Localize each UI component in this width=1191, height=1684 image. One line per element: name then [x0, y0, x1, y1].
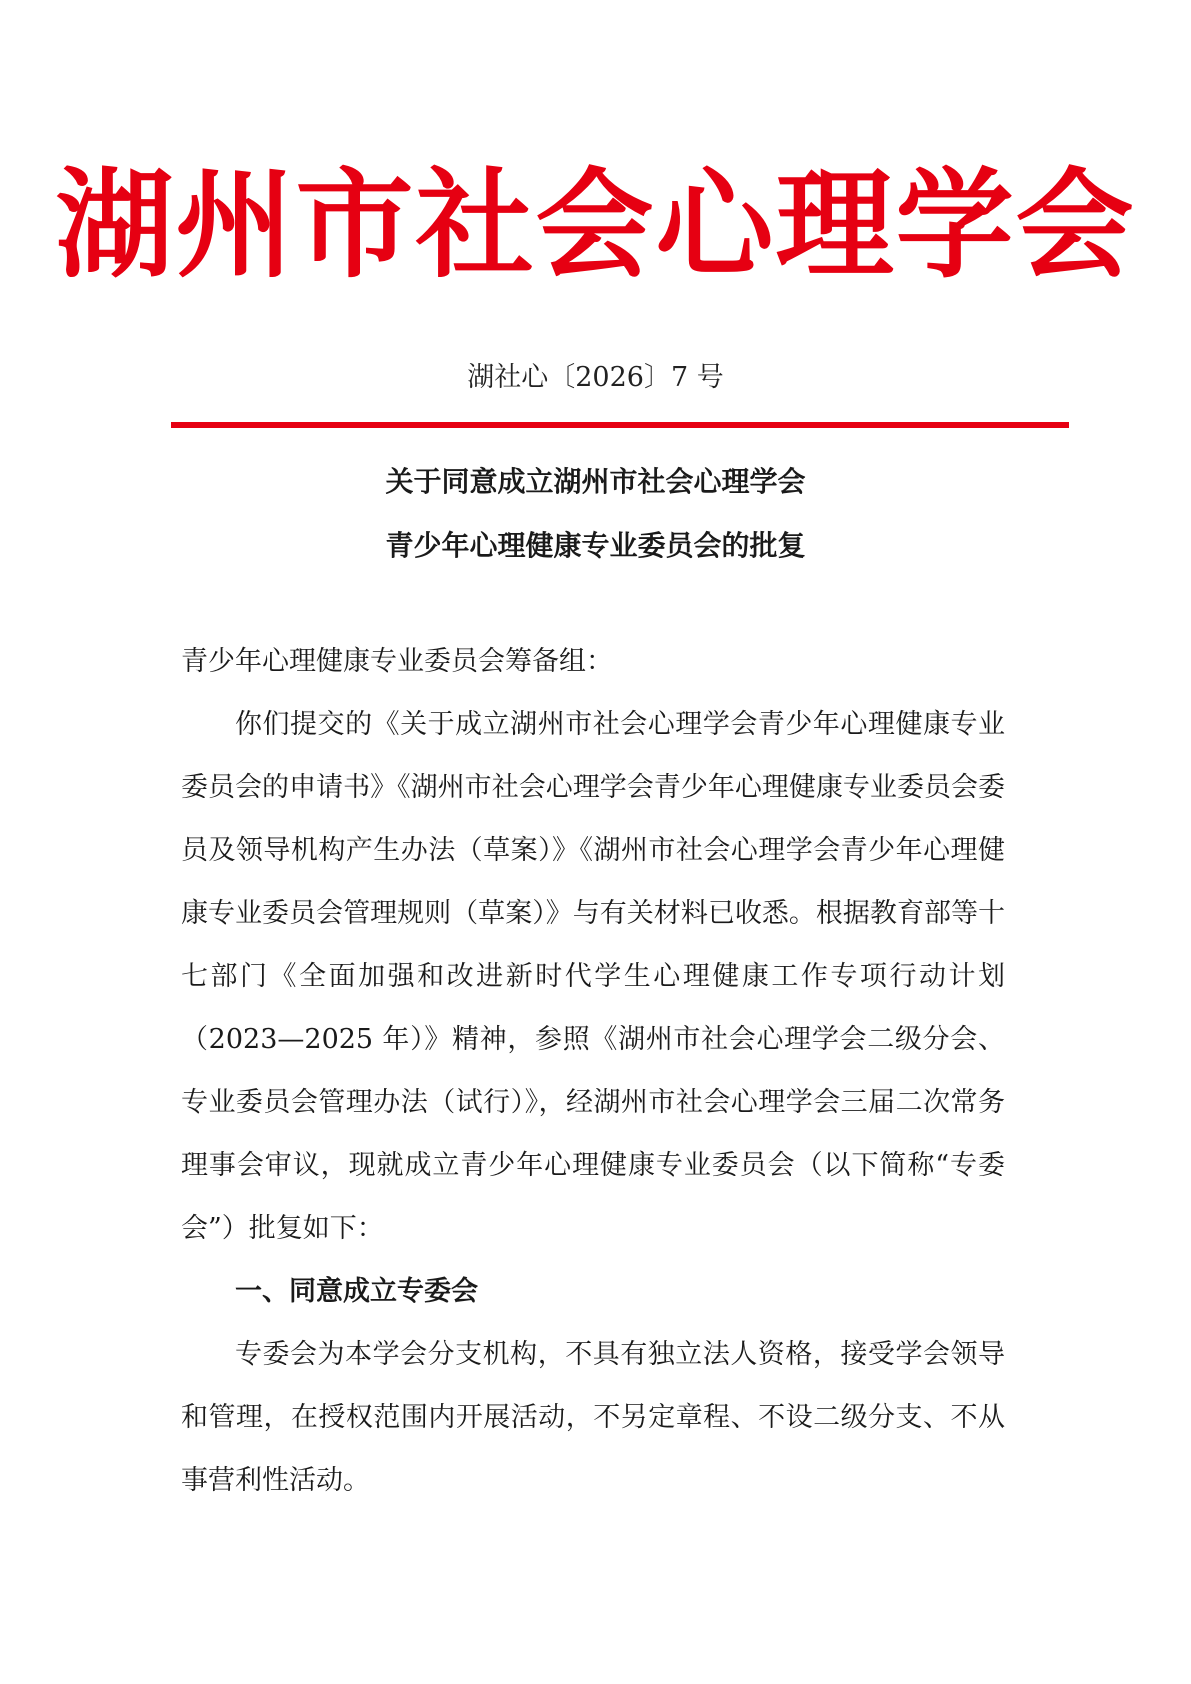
salutation: 青少年心理健康专业委员会筹备组： — [181, 646, 613, 677]
body-paragraph-1: 你们提交的《关于成立湖州市社会心理学会青少年心理健康专业委员会的申请书》《湖州市社会心理学会青少年心理健康专业委员会委员及领导机构产生办法（草案）》《湖州市社会心理学会青少年心理健康专业委员会管理规则（草案）》与有关材料已收悉。根据教育部等十七部门《全面加强和改进新时代学生心理健康工作专项行动计划（2023—2025 年）》精神，参照《湖州市社会心理学会二级分会、专业委员会管理办法（试行）》，经湖州市社会心理学会三届二次常务理事会审议，现就成立青少年心理健康专业委员会（以下简称“专委会”）批复如下： — [181, 709, 1005, 1244]
organization-title: 湖州市社会心理学会 — [55, 155, 1136, 294]
document-body — [181, 630, 1005, 1512]
red-divider-line — [171, 422, 1069, 428]
section-1-paragraph: 专委会为本学会分支机构，不具有独立法人资格，接受学会领导和管理，在授权范围内开展活动，不另定章程、不设二级分支、不从事营利性活动。 — [181, 1339, 1005, 1496]
subject-line-1: 关于同意成立湖州市社会心理学会 — [385, 465, 806, 498]
section-1-heading: 一、同意成立专委会 — [235, 1276, 478, 1307]
subject-line-2: 青少年心理健康专业委员会的批复 — [385, 529, 806, 562]
document-number: 湖社心〔2026〕7 号 — [467, 362, 724, 393]
